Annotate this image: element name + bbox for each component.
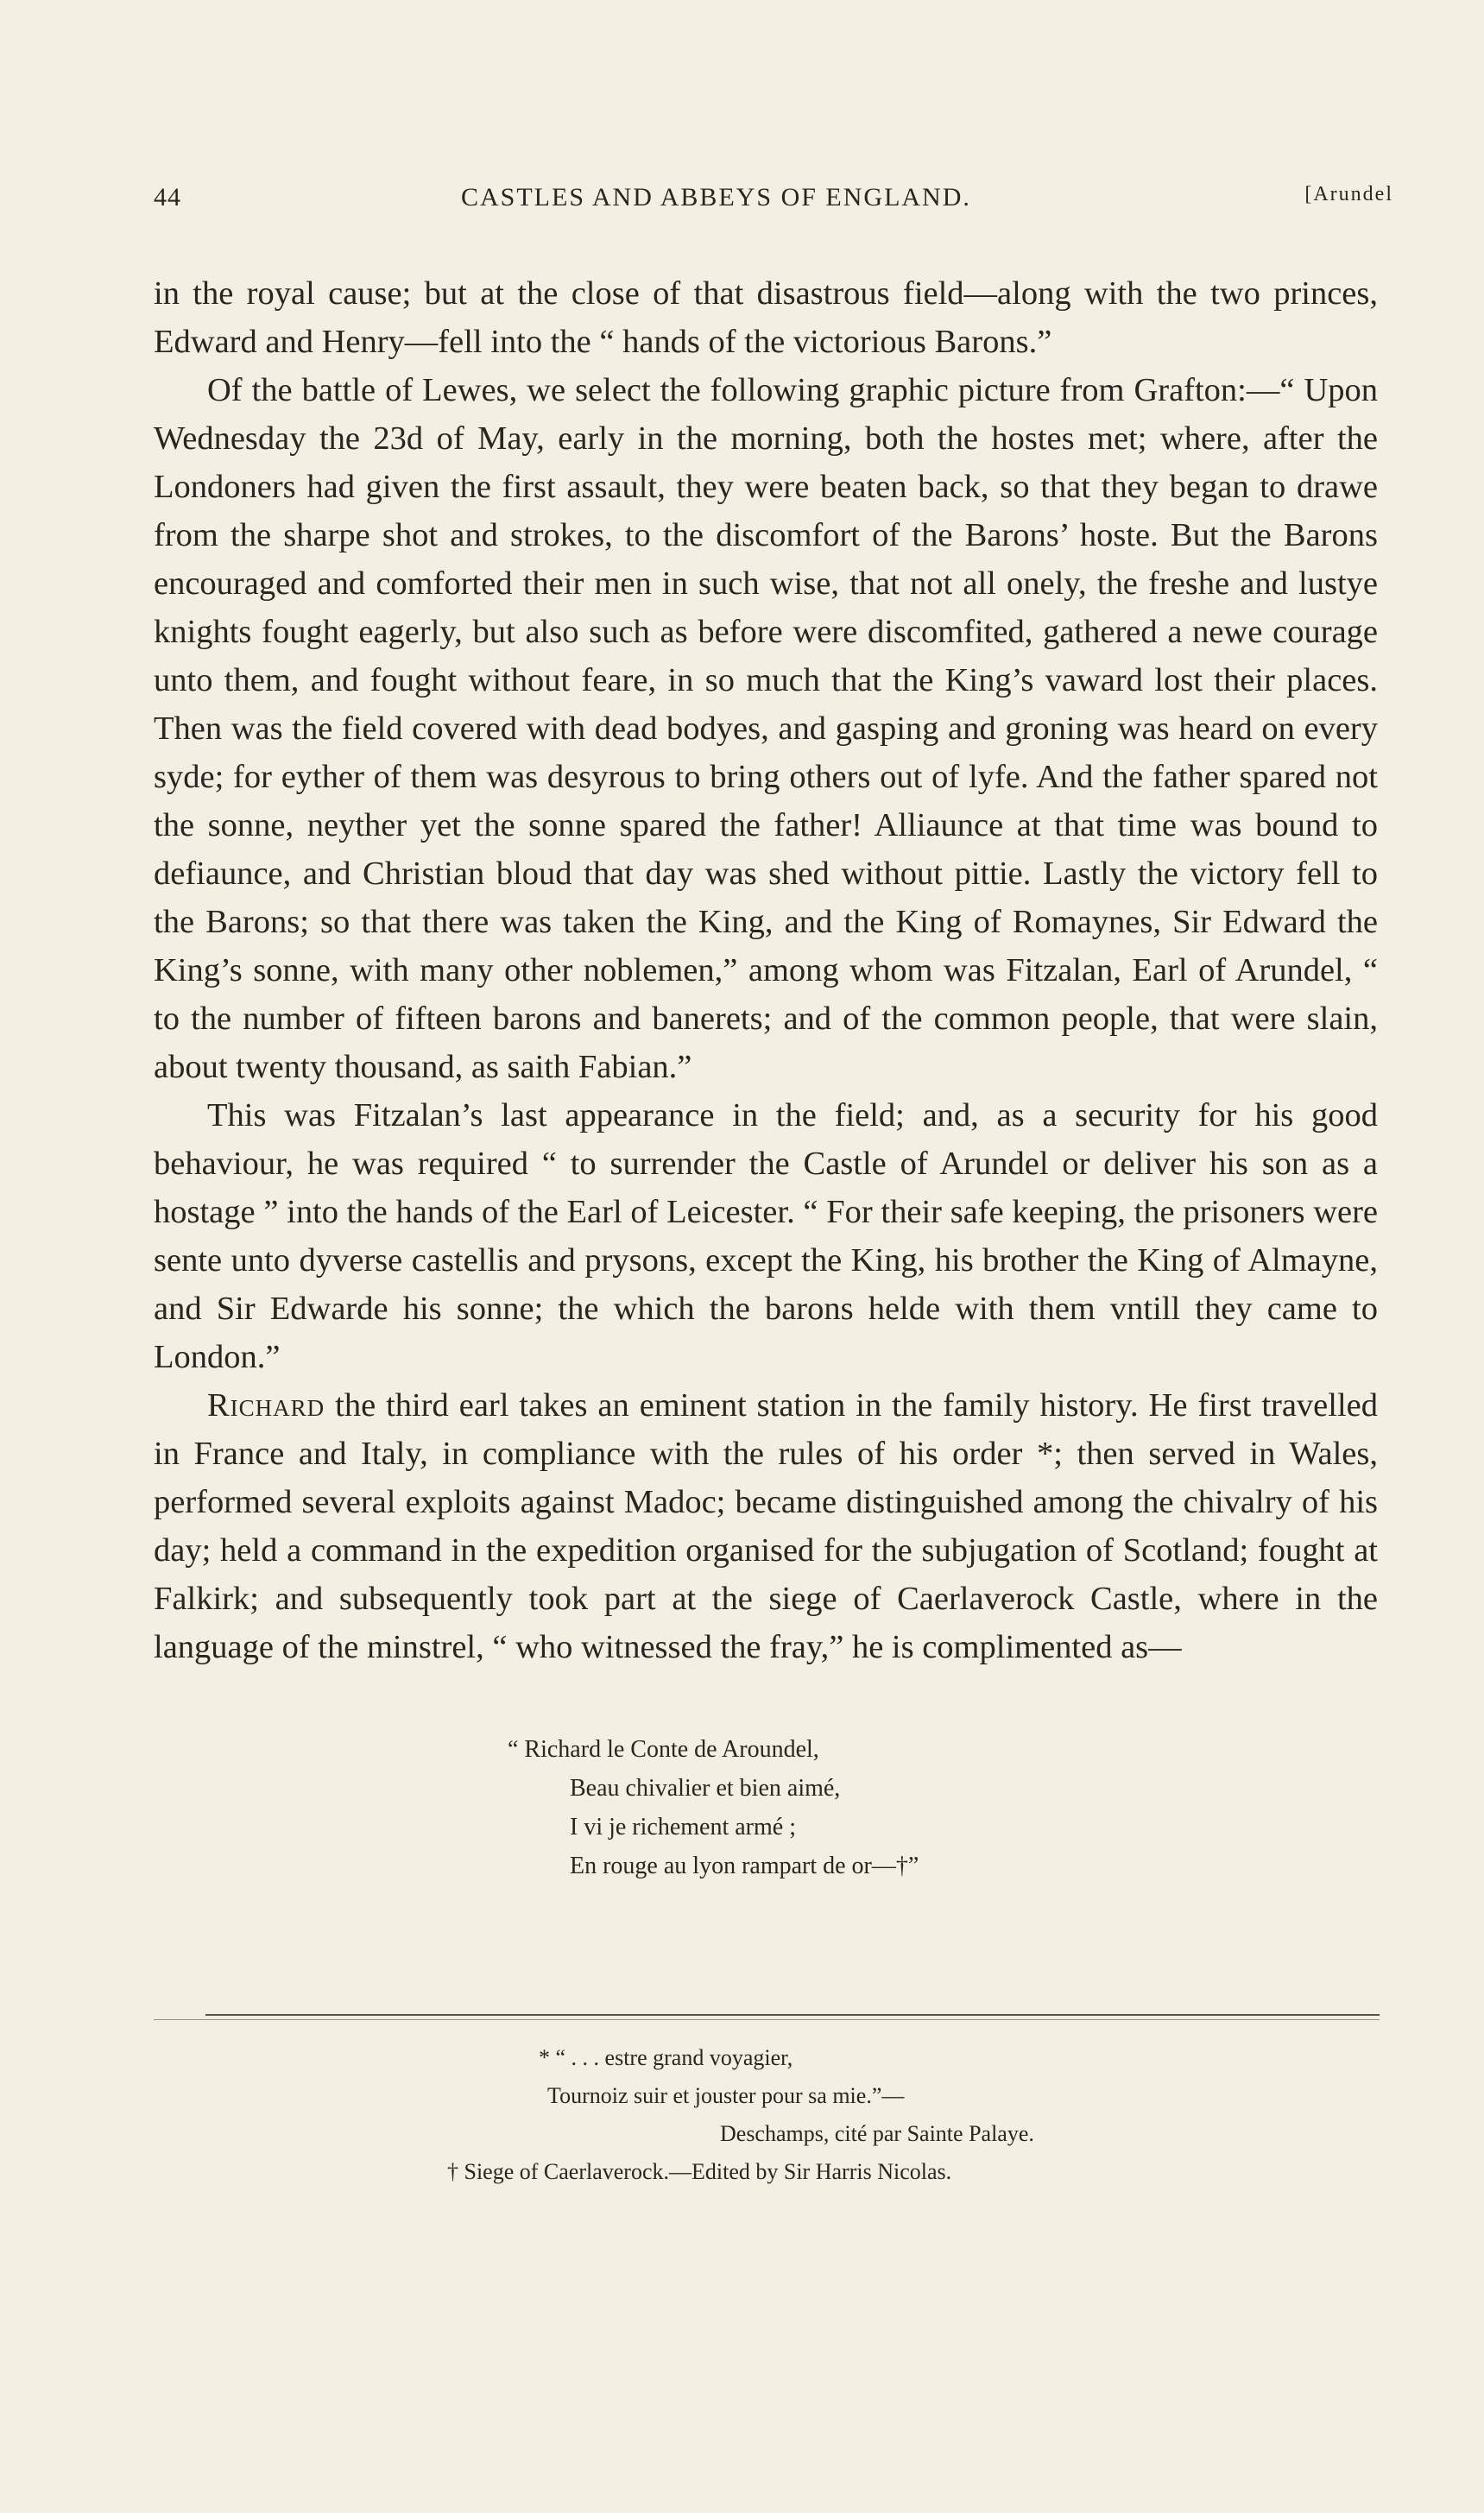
footnote-divider: [205, 2014, 1380, 2016]
footnote-line: Tournoiz suir et jouster pour sa mie.”—: [547, 2083, 905, 2108]
footnote-divider-thin: [154, 2019, 1380, 2020]
paragraph: in the royal cause; but at the close of that disastrous field—along with the two princes, Edward and Henry—fell into the “ hands of the victorious Barons.”: [154, 275, 1378, 360]
verse-line: En rouge au lyon rampart de or—†”: [570, 1853, 919, 1879]
footnote-line: † Siege of Caerlaverock.—Edited by Sir Harris Nicolas.: [447, 2159, 952, 2184]
body-text: [154, 269, 1378, 1671]
verse-line: Beau chivalier et bien aimé,: [570, 1775, 841, 1802]
footnote-line: Deschamps, cité par Sainte Palaye.: [720, 2121, 1034, 2146]
footnotes: [447, 2039, 1138, 2191]
verse-line: “ Richard le Conte de Aroundel,: [508, 1736, 819, 1763]
footnote-line: * “ . . . estre grand voyagier,: [539, 2045, 793, 2070]
page-number: 44: [154, 183, 181, 212]
paragraph-lead-word: Richard: [207, 1387, 325, 1424]
running-head: [Arundel: [1304, 183, 1393, 205]
paragraph: This was Fitzalan’s last appearance in the field; and, as a security for his good behaviour, he was required “ to surrender the Castle of Arundel or deliver his son as a hostage ” into the hands of the Earl of Leicester. “ For their safe keeping, the prisoners were sente unto dyverse castellis and prysons, except the King, his brother the King of Almayne, and Sir Edwarde his sonne; the which the barons helde with them vntill they came to London.”: [154, 1097, 1378, 1375]
paragraph: [154, 1381, 1378, 1671]
verse-quotation: [508, 1730, 919, 1885]
page-header: [154, 183, 1393, 226]
paragraph-text: the third earl takes an eminent station in the family history. He first travelled in France and Italy, in compliance with the rules of his order *; then served in Wales, performed several exploits against Madoc; became distinguished among the chivalry of his day; held a command in the expedition organised for the subjugation of Scotland; fought at Falkirk; and subsequently took part at the siege of Caerlaverock Castle, where in the language of the minstrel, “ who witnessed the fray,” he is complimented as—: [154, 1387, 1378, 1665]
paragraph: Of the battle of Lewes, we select the following graphic picture from Grafton:—“ Upon Wednesday the 23d of May, early in the morning, both the hostes met; where, after the Londoners had given the first assault, they were beaten back, so that they began to drawe from the sharpe shot and strokes, to the discomfort of the Barons’ hoste. But the Barons encouraged and comforted their men in such wise, that not all onely, the freshe and lustye knights fought eagerly, but also such as before were discomfited, gathered a newe courage unto them, and fought without feare, in so much that the King’s vaward lost their places. Then was the field covered with dead bodyes, and gasping and groning was heard on every syde; for eyther of them was desyrous to bring others out of lyfe. And the father spared not the sonne, neyther yet the sonne spared the father! Alliaunce at that time was bound to defiaunce, and Christian bloud that day was shed without pittie. Lastly the victory fell to the Barons; so that there was taken the King, and the King of Romaynes, Sir Edward the King’s sonne, with many other noblemen,” among whom was Fitzalan, Earl of Arundel, “ to the number of fifteen barons and banerets; and of the common people, that were slain, about twenty thousand, as saith Fabian.”: [154, 372, 1378, 1085]
verse-line: I vi je richement armé ;: [570, 1814, 796, 1841]
running-title: CASTLES AND ABBEYS OF ENGLAND.: [461, 183, 971, 212]
